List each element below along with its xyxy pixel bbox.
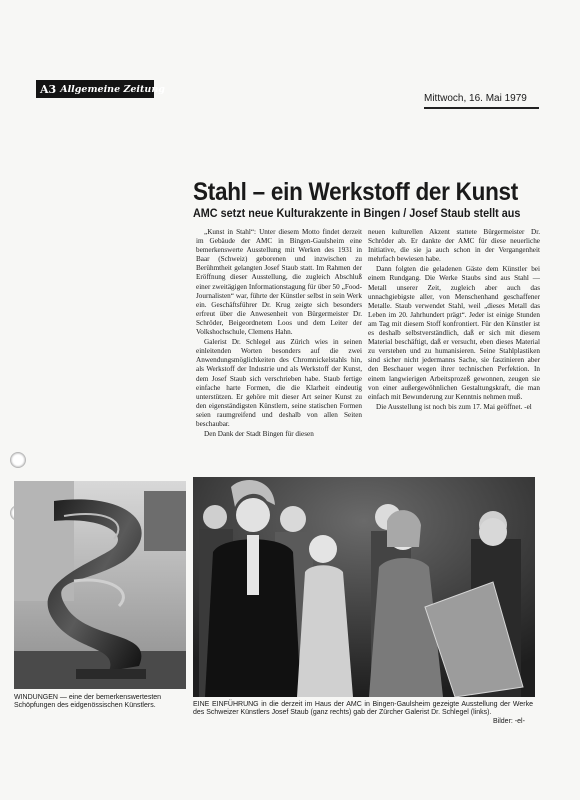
- photo-credit: Bilder: -el-: [493, 718, 525, 725]
- paragraph: neuen kulturellen Akzent stattete Bürgermeister Dr. Schröder ab. Er dankte der AMC für diese neuerliche Initiative, die sie ja auch schon in der Vergangenheit mehrfach bewiesen habe.: [368, 228, 540, 264]
- article-column-left: [196, 228, 362, 475]
- paragraph: Dann folgten die geladenen Gäste dem Künstler bei einem Rundgang. Die Werke Staubs sind aus Stahl — Metall unserer Zeit, zugleich aber auch das unnachgiebigste aller, von Menschenhand geschaffener Metalle. Staub verwendet Stahl, weil „dieses Metall das Leben im 20. Jahrhundert prägt“. Jeder ist einige Stunden am Tag mit diesem Stoff konfrontiert. Für den Künstler ist es deshalb selbstverständlich, daß er sich mit diesem Material beschäftigt, daß er versucht, eben dieses Material zu verstehen und zu humanisieren. Seine Stahlplastiken sind sicher nicht jedermanns Sache, sie faszinieren aber den Beschauer wegen ihrer technischen Perfektion. In einem langwierigen Arbeitsprozeß gewonnen, zeugen sie von einer außergewöhnlichen Gestaltungskraft, die man einfach mit Bewunderung zur Kenntnis nehmen muß.: [368, 265, 540, 401]
- paragraph: Den Dank der Stadt Bingen für diesen: [204, 430, 314, 439]
- sculpture-caption: WINDUNGEN — eine der bemerkenswertesten Schöpfungen des eidgenössischen Künstlers.: [14, 694, 162, 710]
- paragraph: „Kunst in Stahl“: Unter diesem Motto findet derzeit im Gebäude der AMC in Bingen-Gaulsheim eine bemerkenswerte Ausstellung mit Werken des 1931 in Baar (Schweiz) geborenen und inzwischen zu Berühmtheit gelangten Josef Staub statt. Im Rahmen der Eröffnung dieser Ausstellung, die zugleich Abschluß einer zweitägigen Informationstagung für über 50 „Food-Journalisten“ war, führte der Künstler selbst in sein Werk ein. Geschäftsführer Dr. Krug zeigte sich besonders erfreut über die Anwesenheit von Bürgermeister Dr. Schröder, Beigeordnetem Loos und dem Leiter der Volkshochschule, Clemens Hahn.: [196, 228, 362, 337]
- article-subheadline: AMC setzt neue Kulturakzente in Bingen / Josef Staub stellt aus: [193, 208, 521, 220]
- article-column-right: [368, 228, 540, 473]
- paragraph: Die Ausstellung ist noch bis zum 17. Mai geöffnet. -el: [376, 402, 532, 411]
- paragraph: Galerist Dr. Schlegel aus Zürich wies in seinen einleitenden Worten besonders auf die zwei Anwendungsmöglichkeiten des Chromnickelstahls hin, als Werkstoff der Industrie und als Werkstoff der Kunst, dem Josef Staub sich verschrieben habe. Staub fertige einfache harte Formen, die die Klarheit eindeutig unterstützen. Er gehöre mit dieser Art seiner Kunst zu den eigenständigsten Künstlern, seine statischen Formen seien raumgreifend und deshalb von allen Seiten beschaubar.: [196, 338, 362, 428]
- group-image: [193, 477, 535, 697]
- issue-date: Mittwoch, 16. Mai 1979: [424, 93, 527, 104]
- page-number: A3: [40, 82, 57, 96]
- reception-caption: EINE EINFÜHRUNG in die derzeit im Haus der AMC in Bingen-Gaulsheim gezeigte Ausstellung der Werke des Schweizer Künstlers Josef Staub (ganz rechts) gab der Zürcher Galerist Dr. Schlegel (links).: [193, 701, 533, 717]
- reception-photo: [193, 477, 535, 697]
- sculpture-photo: [14, 481, 186, 689]
- sculpture-image: [14, 481, 186, 689]
- date-underline: [424, 107, 539, 109]
- punch-hole-top: [10, 452, 26, 468]
- article-headline: Stahl – ein Werkstoff der Kunst: [193, 178, 519, 206]
- newspaper-masthead: [36, 80, 165, 98]
- newspaper-name: Allgemeine Zeitung: [60, 83, 165, 95]
